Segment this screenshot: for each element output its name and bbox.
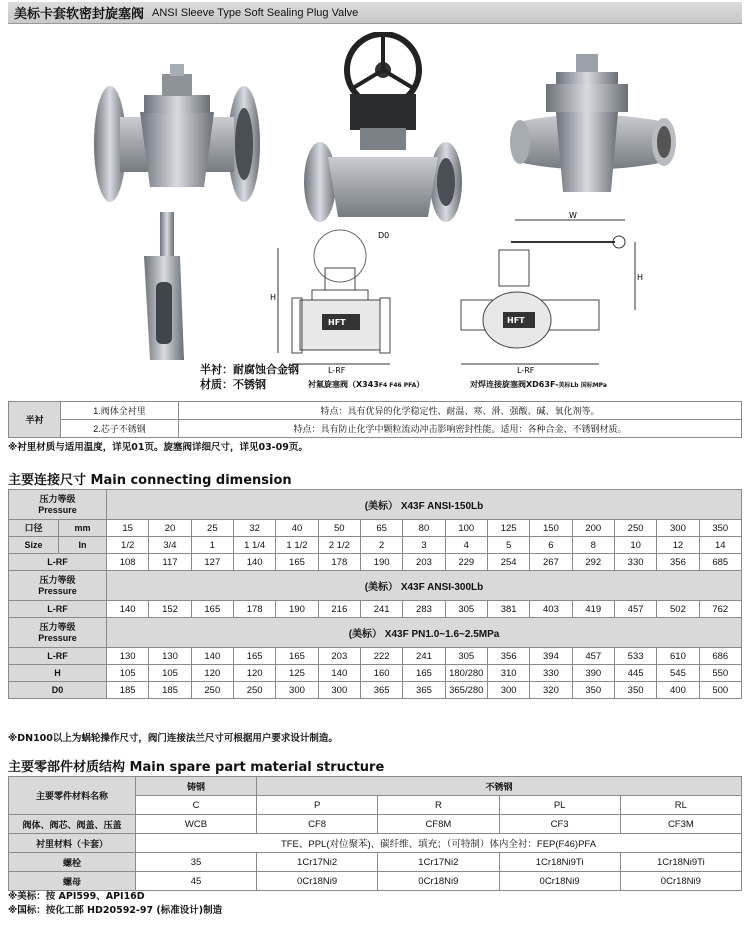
table-cell: 330 bbox=[614, 554, 656, 571]
table-cell: 250 bbox=[614, 520, 656, 537]
table-cell: 254 bbox=[487, 554, 529, 571]
title-en: ANSI Sleeve Type Soft Sealing Plug Valve bbox=[152, 6, 359, 19]
pressure-label bbox=[9, 618, 107, 648]
mat-note-1: ※美标：按 API599、API16D bbox=[8, 891, 145, 902]
row-label: L-RF bbox=[9, 601, 107, 618]
table-cell: 403 bbox=[530, 601, 572, 618]
mat-title: 主要零部件材质结构 Main spare part material structure bbox=[8, 760, 385, 775]
page-header bbox=[8, 2, 742, 24]
drawing1-h: H bbox=[270, 293, 277, 302]
table-cell: 130 bbox=[149, 648, 191, 665]
table-cell: 330 bbox=[530, 665, 572, 682]
mat-cell: CF8M bbox=[378, 815, 499, 834]
table-cell: 500 bbox=[699, 682, 741, 699]
table-cell: 350 bbox=[572, 682, 614, 699]
mat-stainless: 不锈钢 bbox=[257, 777, 742, 796]
row-unit: mm bbox=[59, 520, 107, 537]
table-cell: 300 bbox=[276, 682, 318, 699]
plug-caption-line1: 半衬：耐腐蚀合金钢 bbox=[200, 363, 299, 376]
table-cell: 365 bbox=[403, 682, 445, 699]
mat-code: P bbox=[257, 796, 378, 815]
table-cell: 80 bbox=[403, 520, 445, 537]
mat-part-label: 主要零件材料名称 bbox=[9, 777, 136, 815]
weld-valve-photo bbox=[506, 52, 678, 202]
table-cell: 390 bbox=[572, 665, 614, 682]
gear-valve-photo bbox=[298, 32, 468, 222]
table-cell: 185 bbox=[149, 682, 191, 699]
table-cell: 241 bbox=[403, 648, 445, 665]
table-cell: 140 bbox=[233, 554, 275, 571]
table-cell: 400 bbox=[657, 682, 699, 699]
table-cell: 203 bbox=[403, 554, 445, 571]
table-cell: 32 bbox=[233, 520, 275, 537]
table-cell: 1 1/4 bbox=[233, 537, 275, 554]
lining-note: ※衬里材质与适用温度，详见01页。旋塞阀详细尺寸，详见03-09页。 bbox=[8, 442, 308, 453]
table-row bbox=[9, 682, 742, 699]
table-cell: 533 bbox=[614, 648, 656, 665]
table-cell: 1 1/2 bbox=[276, 537, 318, 554]
table-row bbox=[9, 402, 742, 420]
drawing2-h: H bbox=[637, 273, 644, 282]
pressure-label-en: Pressure bbox=[38, 504, 77, 515]
row-label: H bbox=[9, 665, 107, 682]
flanged-valve-photo bbox=[92, 62, 262, 207]
table-cell: 130 bbox=[107, 648, 149, 665]
table-cell: 190 bbox=[360, 554, 402, 571]
table-cell: 150 bbox=[530, 520, 572, 537]
table-cell: 178 bbox=[233, 601, 275, 618]
table-row bbox=[9, 520, 742, 537]
table-cell: 14 bbox=[699, 537, 741, 554]
table-cell: 320 bbox=[530, 682, 572, 699]
block-title: (美标） X43F PN1.0~1.6~2.5MPa bbox=[107, 618, 742, 648]
table-cell: 5 bbox=[487, 537, 529, 554]
row-label: Size bbox=[9, 537, 59, 554]
mat-cell: 0Cr18Ni9 bbox=[620, 872, 741, 891]
table-row bbox=[9, 571, 742, 601]
mat-code: PL bbox=[499, 796, 620, 815]
mat-cell: 1Cr18Ni9Ti bbox=[499, 853, 620, 872]
table-cell: 222 bbox=[360, 648, 402, 665]
drawing1-caption-sub: F4 F46 PFA bbox=[378, 382, 417, 389]
drawing1-lrf: L-RF bbox=[328, 366, 346, 375]
mat-cell: 35 bbox=[136, 853, 257, 872]
material-table bbox=[8, 776, 742, 891]
table-cell: 283 bbox=[403, 601, 445, 618]
lining-name: 2.芯子不锈钢 bbox=[61, 420, 179, 438]
table-cell: 445 bbox=[614, 665, 656, 682]
table-row bbox=[9, 537, 742, 554]
block-title: (美标） X43F ANSI-300Lb bbox=[107, 571, 742, 601]
table-cell: 20 bbox=[149, 520, 191, 537]
drawing2-caption-text: 对焊连接旋塞阀XD63F- bbox=[470, 380, 559, 389]
table-cell: 381 bbox=[487, 601, 529, 618]
table-cell: 686 bbox=[699, 648, 741, 665]
mat-note-2: ※国标：按化工部 HD20592-97 (标准设计)制造 bbox=[8, 905, 223, 916]
table-cell: 140 bbox=[191, 648, 233, 665]
mat-cell: 45 bbox=[136, 872, 257, 891]
mat-code: R bbox=[378, 796, 499, 815]
table-row bbox=[9, 834, 742, 853]
table-cell: 1/2 bbox=[107, 537, 149, 554]
table-cell: 50 bbox=[318, 520, 360, 537]
mat-cell: 1Cr18Ni9Ti bbox=[620, 853, 741, 872]
table-cell: 300 bbox=[487, 682, 529, 699]
dim-note: ※DN100以上为蜗轮操作尺寸，阀门连接法兰尺寸可根据用户要求设计制造。 bbox=[8, 733, 338, 744]
table-cell: 250 bbox=[233, 682, 275, 699]
table-cell: 190 bbox=[276, 601, 318, 618]
table-cell: 216 bbox=[318, 601, 360, 618]
table-cell: 350 bbox=[614, 682, 656, 699]
table-cell: 200 bbox=[572, 520, 614, 537]
table-row bbox=[9, 815, 742, 834]
table-cell: 108 bbox=[107, 554, 149, 571]
table-cell: 300 bbox=[657, 520, 699, 537]
table-cell: 241 bbox=[360, 601, 402, 618]
mat-row-label: 螺母 bbox=[9, 872, 136, 891]
mat-cell: CF3 bbox=[499, 815, 620, 834]
table-row bbox=[9, 665, 742, 682]
table-cell: 120 bbox=[233, 665, 275, 682]
drawing2-lrf: L-RF bbox=[517, 366, 535, 375]
mat-cell: 0Cr18Ni9 bbox=[499, 872, 620, 891]
table-cell: 125 bbox=[487, 520, 529, 537]
table-cell: 105 bbox=[149, 665, 191, 682]
mat-row-label: 螺栓 bbox=[9, 853, 136, 872]
dim-title: 主要连接尺寸 Main connecting dimension bbox=[8, 473, 292, 488]
table-row bbox=[9, 648, 742, 665]
table-cell: 1 bbox=[191, 537, 233, 554]
mat-cell: 1Cr17Ni2 bbox=[378, 853, 499, 872]
mat-cell: 0Cr18Ni9 bbox=[378, 872, 499, 891]
table-cell: 365 bbox=[360, 682, 402, 699]
table-cell: 140 bbox=[318, 665, 360, 682]
pressure-label-cn: 压力等级 bbox=[39, 493, 76, 504]
drawing2-hft: HFT bbox=[507, 316, 525, 325]
weld-valve-drawing bbox=[455, 210, 645, 375]
drawing1-caption-close: ） bbox=[416, 380, 425, 389]
table-cell: 127 bbox=[191, 554, 233, 571]
table-cell: 165 bbox=[276, 554, 318, 571]
mat-row-label: 阀体、阀芯、阀盖、压盖 bbox=[9, 815, 136, 834]
mat-code: C bbox=[136, 796, 257, 815]
lining-table bbox=[8, 401, 742, 438]
flanged-valve-drawing bbox=[270, 228, 420, 378]
table-row bbox=[9, 853, 742, 872]
table-cell: 8 bbox=[572, 537, 614, 554]
table-cell: 2 bbox=[360, 537, 402, 554]
row-label: L-RF bbox=[9, 648, 107, 665]
plug-caption-line2: 材质：不锈钢 bbox=[200, 378, 266, 391]
table-cell: 152 bbox=[149, 601, 191, 618]
table-cell: 305 bbox=[445, 648, 487, 665]
table-cell: 3 bbox=[403, 537, 445, 554]
drawing1-caption bbox=[308, 380, 424, 391]
table-cell: 40 bbox=[276, 520, 318, 537]
table-cell: 457 bbox=[614, 601, 656, 618]
table-cell: 356 bbox=[487, 648, 529, 665]
table-row bbox=[9, 777, 742, 796]
table-cell: 105 bbox=[107, 665, 149, 682]
table-cell: 2 1/2 bbox=[318, 537, 360, 554]
pressure-label-cn: 压力等级 bbox=[39, 621, 76, 632]
title-cn: 美标卡套软密封旋塞阀 bbox=[14, 7, 145, 22]
table-cell: 267 bbox=[530, 554, 572, 571]
pressure-label-cn: 压力等级 bbox=[39, 574, 76, 585]
table-cell: 356 bbox=[657, 554, 699, 571]
table-cell: 165 bbox=[276, 648, 318, 665]
mat-lining-value: TFE、PPL(对位聚苯)、碳纤维、填充；（可特制）体内全衬：FEP(F46)PFA bbox=[136, 834, 742, 853]
table-cell: 203 bbox=[318, 648, 360, 665]
row-label: D0 bbox=[9, 682, 107, 699]
mat-cast-steel: 铸钢 bbox=[136, 777, 257, 796]
row-label: 口径 bbox=[9, 520, 59, 537]
table-cell: 6 bbox=[530, 537, 572, 554]
table-row bbox=[9, 554, 742, 571]
mat-code: RL bbox=[620, 796, 741, 815]
pressure-label-en: Pressure bbox=[38, 632, 77, 643]
table-cell: 610 bbox=[657, 648, 699, 665]
table-cell: 685 bbox=[699, 554, 741, 571]
table-cell: 165 bbox=[191, 601, 233, 618]
pressure-label bbox=[9, 571, 107, 601]
table-cell: 15 bbox=[107, 520, 149, 537]
table-row bbox=[9, 490, 742, 520]
table-cell: 185 bbox=[107, 682, 149, 699]
table-cell: 550 bbox=[699, 665, 741, 682]
table-cell: 305 bbox=[445, 601, 487, 618]
drawing1-d0: D0 bbox=[378, 231, 390, 240]
table-cell: 4 bbox=[445, 537, 487, 554]
row-unit: In bbox=[59, 537, 107, 554]
mat-cell: 1Cr17Ni2 bbox=[257, 853, 378, 872]
plug-photo bbox=[132, 212, 194, 362]
table-cell: 419 bbox=[572, 601, 614, 618]
table-cell: 120 bbox=[191, 665, 233, 682]
mat-cell: 0Cr18Ni9 bbox=[257, 872, 378, 891]
table-cell: 292 bbox=[572, 554, 614, 571]
table-cell: 180/280 bbox=[445, 665, 487, 682]
pressure-label bbox=[9, 490, 107, 520]
row-label: L-RF bbox=[9, 554, 107, 571]
drawing2-caption-sub: 美标Lb 国标MPa bbox=[558, 382, 607, 389]
table-cell: 100 bbox=[445, 520, 487, 537]
pressure-label-en: Pressure bbox=[38, 585, 77, 596]
table-row bbox=[9, 618, 742, 648]
table-cell: 140 bbox=[107, 601, 149, 618]
table-cell: 160 bbox=[360, 665, 402, 682]
table-cell: 394 bbox=[530, 648, 572, 665]
lining-name: 1.阀体全衬里 bbox=[61, 402, 179, 420]
table-cell: 300 bbox=[318, 682, 360, 699]
table-cell: 350 bbox=[699, 520, 741, 537]
table-cell: 125 bbox=[276, 665, 318, 682]
table-row bbox=[9, 420, 742, 438]
drawing1-caption-text: 衬氟旋塞阀（X343 bbox=[308, 380, 379, 389]
mat-lining-label: 衬里材料（卡套） bbox=[9, 834, 136, 853]
table-cell: 25 bbox=[191, 520, 233, 537]
table-cell: 365/280 bbox=[445, 682, 487, 699]
table-cell: 178 bbox=[318, 554, 360, 571]
mat-cell: CF3M bbox=[620, 815, 741, 834]
mat-cell: WCB bbox=[136, 815, 257, 834]
table-cell: 117 bbox=[149, 554, 191, 571]
table-cell: 545 bbox=[657, 665, 699, 682]
table-cell: 10 bbox=[614, 537, 656, 554]
table-cell: 165 bbox=[233, 648, 275, 665]
table-cell: 65 bbox=[360, 520, 402, 537]
block-title: (美标） X43F ANSI-150Lb bbox=[107, 490, 742, 520]
table-cell: 165 bbox=[403, 665, 445, 682]
table-row bbox=[9, 601, 742, 618]
mat-cell: CF8 bbox=[257, 815, 378, 834]
table-cell: 3/4 bbox=[149, 537, 191, 554]
drawing2-w: W bbox=[569, 211, 577, 220]
table-row bbox=[9, 872, 742, 891]
table-cell: 250 bbox=[191, 682, 233, 699]
dimension-table bbox=[8, 489, 742, 699]
table-cell: 229 bbox=[445, 554, 487, 571]
drawing2-caption bbox=[470, 380, 607, 391]
lining-label: 半衬 bbox=[9, 402, 61, 438]
drawing1-hft: HFT bbox=[328, 318, 346, 327]
lining-desc: 特点：具有防止化学中颗粒流动冲击影响密封性能。适用：各种合金、不锈钢材质。 bbox=[179, 420, 742, 438]
lining-desc: 特点：具有优异的化学稳定性、耐温、寒、滑、强酸、碱、氧化剂等。 bbox=[179, 402, 742, 420]
table-cell: 762 bbox=[699, 601, 741, 618]
table-cell: 310 bbox=[487, 665, 529, 682]
table-cell: 457 bbox=[572, 648, 614, 665]
table-cell: 502 bbox=[657, 601, 699, 618]
table-cell: 12 bbox=[657, 537, 699, 554]
